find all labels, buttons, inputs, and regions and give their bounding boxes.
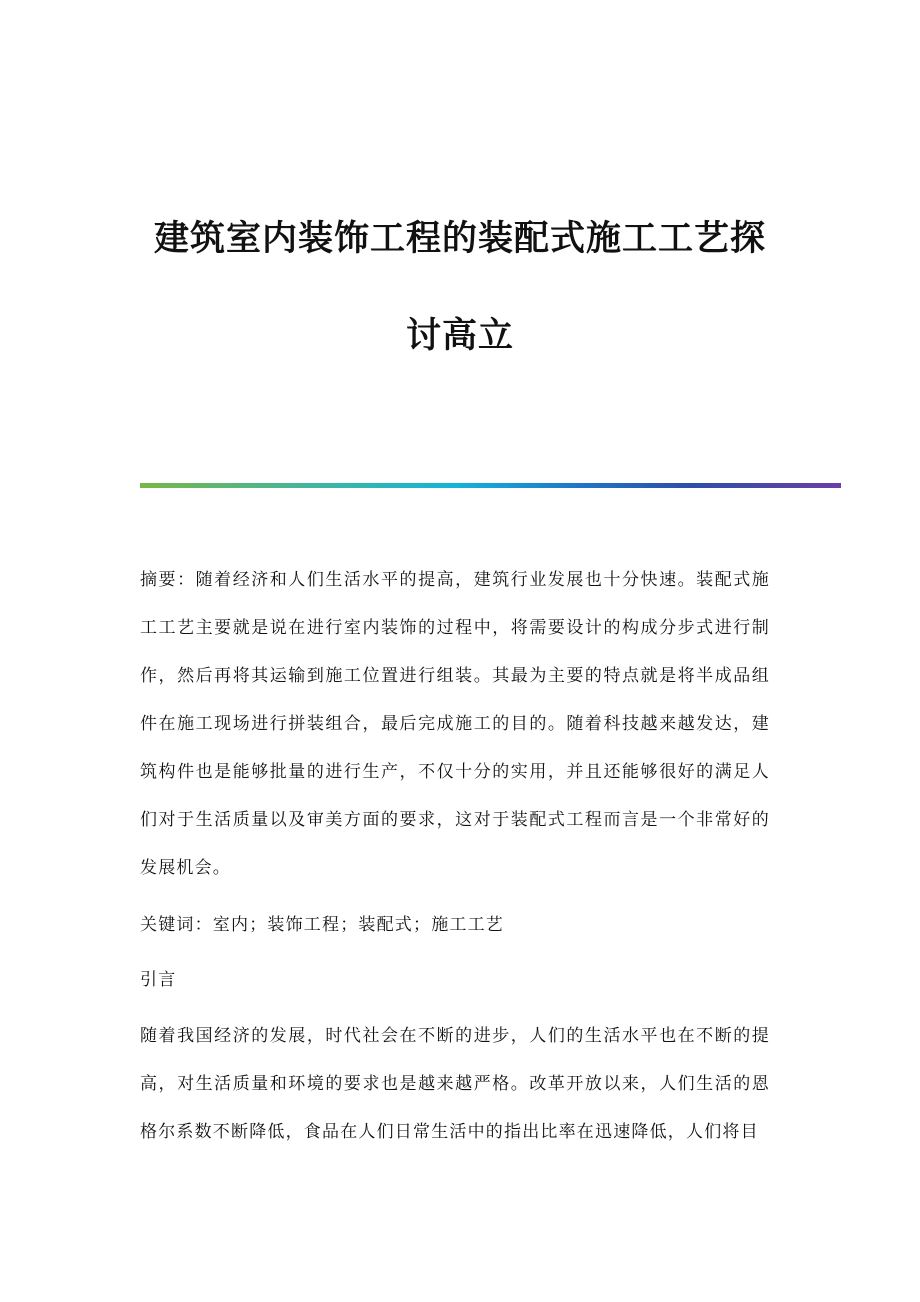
intro-paragraph: 随着我国经济的发展，时代社会在不断的进步，人们的生活水平也在不断的提高，对生活质量和环境的要求也是越来越严格。改革开放以来，人们生活的恩格尔系数不断降低，食品在人们日常生活中的指出比率在迅速降低，人们将目 (140, 1026, 770, 1142)
document-title-line-2: 讨高立 (405, 316, 514, 356)
document-title-line-1: 建筑室内装饰工程的装配式施工工艺探 (153, 219, 766, 259)
keywords-paragraph: 关键词：室内；装饰工程；装配式；施工工艺 (140, 915, 504, 935)
abstract-paragraph: 摘要：随着经济和人们生活水平的提高，建筑行业发展也十分快速。装配式施工工艺主要就是说在进行室内装饰的过程中，将需要设计的构成分步式进行制作，然后再将其运输到施工位置进行组装。其最为主要的特点就是将半成品组件在施工现场进行拼装组合，最后完成施工的目的。随着科技越来越发达，建筑构件也是能够批量的进行生产，不仅十分的实用，并且还能够很好的满足人们对于生活质量以及审美方面的要求，这对于装配式工程而言是一个非常好的发展机会。 (140, 570, 770, 878)
gradient-divider (140, 483, 841, 488)
intro-heading: 引言 (140, 970, 177, 990)
